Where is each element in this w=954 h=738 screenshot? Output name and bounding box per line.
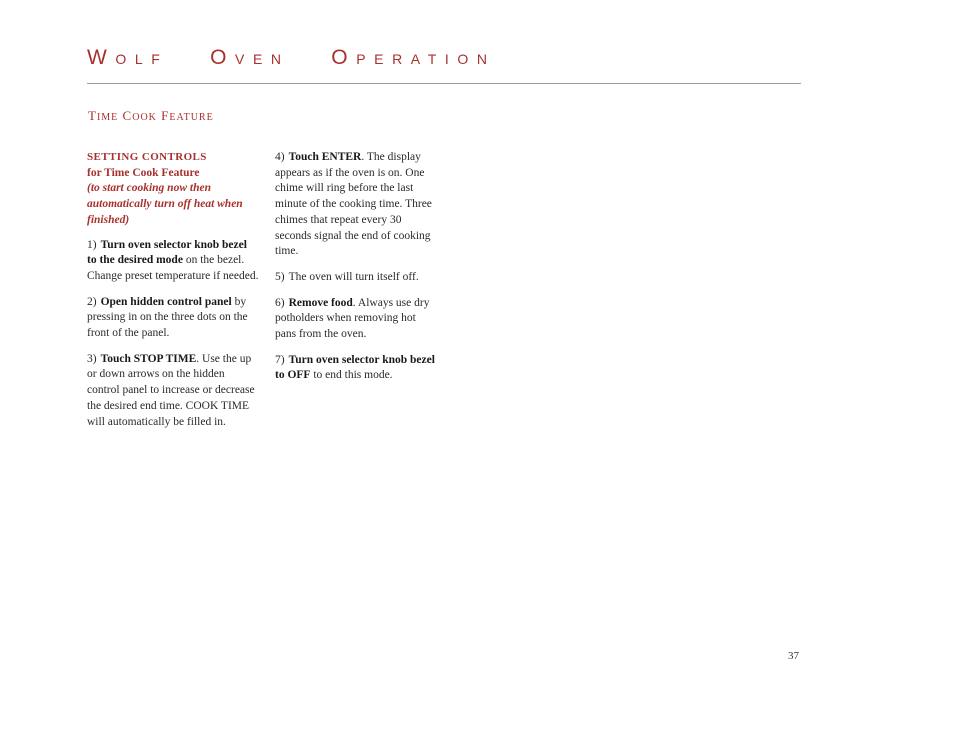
page-title [87, 46, 496, 70]
step-5: 5) The oven will turn itself off. [275, 270, 419, 283]
step-2: 2) Open hidden control panel by pressing in on the three dots on the front of the panel. [87, 295, 248, 340]
section-title: TIME COOK FEATURE [88, 108, 214, 123]
step-3: 3) Touch STOP TIME. Use the up or down arrows on the hidden control panel to increase or decrease the desired end time. COOK TIME will automatically be filled in. [87, 352, 255, 428]
title-word-3: OPERATION [331, 46, 496, 69]
settings-heading-block [87, 150, 259, 229]
step-7: 7) Turn oven selector knob bezel to OFF to end this mode. [275, 353, 435, 382]
right-column [275, 150, 437, 394]
title-word-2: OVEN [210, 46, 290, 69]
settings-heading: SETTING CONTROLS [87, 151, 207, 163]
header-divider [87, 83, 801, 84]
step-1: 1) Turn oven selector knob bezel to the desired mode on the bezel. Change preset temperature if needed. [87, 238, 259, 282]
left-column [87, 150, 259, 440]
page-number: 37 [788, 650, 799, 662]
title-word-1: WOLF [87, 46, 169, 69]
step-6: 6) Remove food. Always use dry potholders when removing hot pans from the oven. [275, 296, 430, 341]
settings-subheading: for Time Cook Feature [87, 166, 200, 179]
settings-note: (to start cooking now then automatically turn off heat when finished) [87, 182, 243, 226]
step-4: 4) Touch ENTER. The display appears as if the oven is on. One chime will ring before the last minute of the cooking time. Three chimes that repeat every 30 seconds signal the end of cooking time. [275, 151, 432, 258]
